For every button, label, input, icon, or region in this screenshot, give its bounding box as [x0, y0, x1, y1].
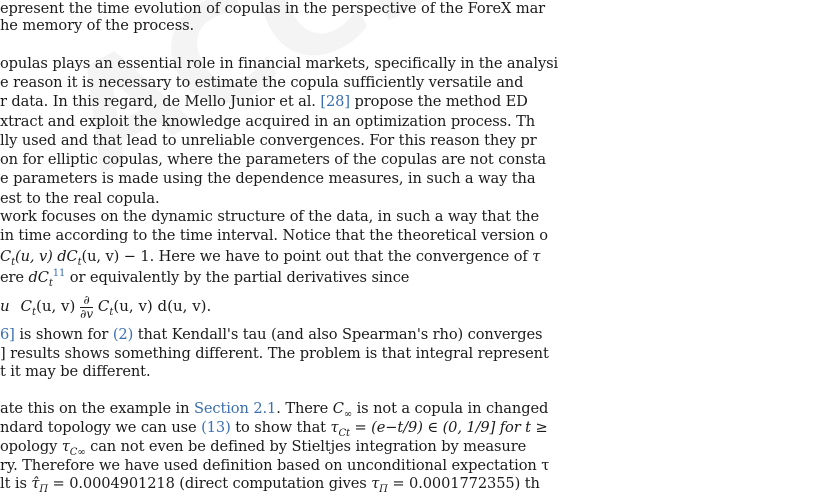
text-line [0, 363, 150, 381]
math-symbol: τ̂ [31, 475, 40, 492]
text-segment: epresent the time evolution of copulas in the perspective of the ForeX mar [0, 0, 546, 17]
text-line [0, 170, 535, 188]
equation-lhs: u [0, 297, 10, 315]
text-segment: ] results shows something different. The problem is that integral represent [0, 345, 549, 362]
text-line [0, 190, 160, 208]
math-symbol: (u, v) dC [15, 248, 78, 265]
text-line [0, 457, 549, 475]
equation-c1-sub: t [31, 307, 36, 318]
text-line [0, 227, 548, 245]
math-subscript: Ct [338, 427, 350, 439]
math-subscript: t [48, 277, 53, 289]
text-segment: that Kendall's tau (and also Spearman's rho) converges [133, 326, 543, 343]
math-symbol: dC [28, 268, 49, 286]
text-segment: opulas plays an essential role in financial markets, specifically in the analysi [0, 55, 559, 72]
math-symbol: τ [61, 438, 70, 455]
text-segment: propose the method ED [349, 93, 528, 110]
equation-c2: C [97, 297, 110, 315]
text-segment: ry. Therefore we have used definition based on unconditional expectation τ [0, 457, 550, 474]
math-subscript: C∞ [69, 446, 86, 458]
math-subscript: Π [379, 483, 388, 495]
fraction-numerator: ∂ [80, 294, 93, 308]
text-segment: can not even be defined by Stieltjes integration by measure [85, 438, 527, 455]
text-line [0, 93, 528, 111]
text-line [0, 151, 546, 169]
text-segment: e reason it is necessary to estimate the copula sufficiently versatile and [0, 74, 524, 91]
math-subscript: t [11, 256, 15, 268]
citation-link[interactable]: 6] [0, 326, 15, 343]
text-segment: he memory of the process. [0, 17, 195, 34]
text-line [0, 345, 549, 363]
math-symbol: C [332, 400, 344, 417]
text-segment: = [349, 419, 372, 436]
text-line [0, 17, 194, 35]
partial-derivative-fraction [80, 294, 93, 321]
text-segment: xtract and exploit the knowledge acquired in an optimization process. Th [0, 113, 536, 130]
fraction-denominator: ∂v [80, 306, 94, 321]
equation [0, 291, 211, 328]
text-segment: ate this on the example in [0, 400, 194, 417]
text-segment: is not a copula in changed [352, 400, 549, 417]
text-line [0, 74, 523, 92]
text-segment: t it may be different. [0, 363, 151, 380]
equation-term-2 [97, 297, 212, 318]
math-subscript: t [77, 256, 82, 268]
citation-link[interactable]: [28] [320, 93, 350, 110]
text-segment: is shown for [14, 326, 113, 343]
text-segment: work focuses on the dynamic structure of the data, in such a way that the [0, 208, 540, 225]
text-segment: lt is [0, 475, 32, 492]
text-line [0, 132, 537, 150]
text-line [0, 265, 409, 293]
citation-link[interactable]: (2) [112, 326, 134, 343]
text-segment: . There [276, 400, 333, 417]
text-segment: opology [0, 438, 62, 455]
equation-c2-args: (u, v) d(u, v). [113, 297, 212, 315]
math-subscript: ∞ [343, 408, 353, 420]
math-symbol: τ [371, 475, 380, 492]
text-line [0, 326, 542, 344]
math-symbol: C [0, 248, 12, 265]
text-segment: on for elliptic copulas, where the parameters of the copulas are not consta [0, 151, 547, 168]
text-segment: est to the real copula. [0, 190, 160, 207]
text-segment: = 0.0001772355) th [387, 475, 540, 492]
text-segment: ere [0, 268, 29, 286]
text-segment: to show that [230, 419, 331, 436]
equation-c2-sub: t [109, 307, 114, 318]
equation-c1: C [20, 297, 32, 315]
text-segment: = 0.0004901218 (direct computation gives [47, 475, 372, 492]
math-symbol: τ [532, 248, 541, 265]
math-symbol: (e−t/9) ∈ (0, 1/9] for t ≥ [371, 419, 548, 436]
text-segment: or equivalently by the partial derivatives since [65, 268, 410, 286]
math-subscript: Π [39, 483, 48, 495]
text-segment: lly used and that lead to unreliable convergences. For this reason they pr [0, 132, 537, 149]
citation-link[interactable]: (13) [201, 419, 231, 436]
text-segment: (u, v) − 1. Here we have to point out that the convergence of [81, 248, 533, 265]
footnote-mark[interactable]: 11 [52, 268, 66, 279]
text-line [0, 208, 539, 226]
text-line [0, 0, 545, 18]
equation-term-1 [20, 297, 80, 318]
text-segment: in time according to the time interval. Notice that the theoretical version o [0, 227, 548, 244]
citation-link[interactable]: Section 2.1 [193, 400, 277, 417]
text-line [0, 55, 558, 73]
text-line [0, 113, 535, 131]
text-segment: e parameters is made using the dependence measures, in such a way tha [0, 170, 536, 187]
equation-c1-args: (u, v) [35, 297, 76, 315]
text-segment: ndard topology we can use [0, 419, 202, 436]
text-segment: r data. In this regard, de Mello Junior et al. [0, 93, 321, 110]
math-symbol: τ [330, 419, 339, 436]
text-line [0, 475, 540, 499]
